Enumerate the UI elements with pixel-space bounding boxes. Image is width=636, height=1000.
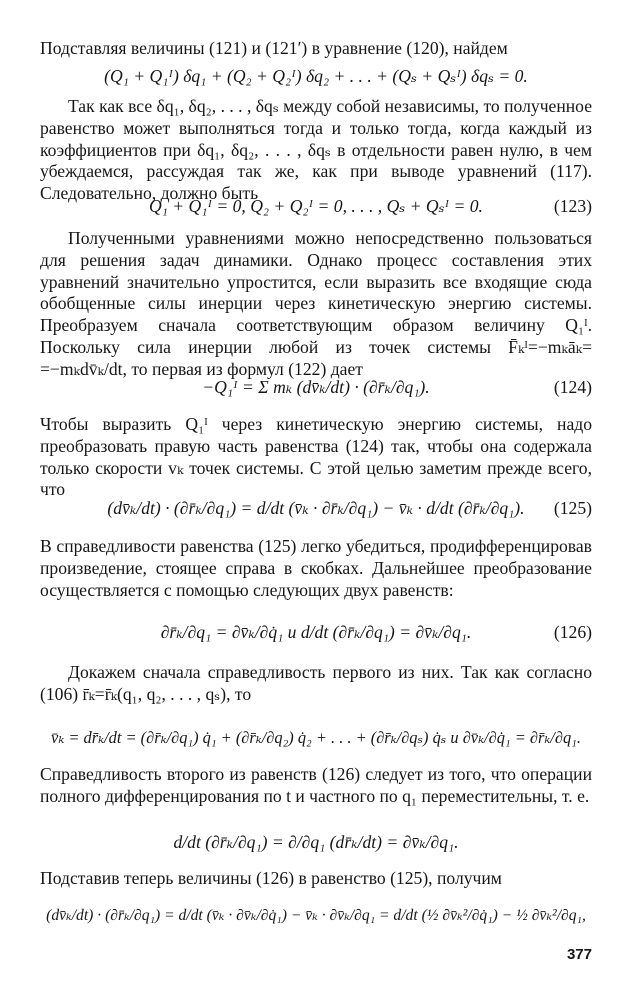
equation-120-expanded: (Q₁ + Q₁ᴵ) δq₁ + (Q₂ + Q₂ᴵ) δq₂ + . . . + (Qₛ + Qₛᴵ) δqₛ = 0.	[104, 66, 528, 86]
paragraph-3: Полученными уравнениями можно непосредственно пользоваться для решения задач динамики. Однако процесс составления этих уравнений значительно упростится, если выразить все входящие сюда обобщенные силы инерции через кинетическую энергию системы. Преобразуем сначала соответствующим образом величину Q₁ᴵ. Поскольку сила инерции любой из точек системы F̄ₖᴵ=−mₖāₖ= =−mₖdv̄ₖ/dt, то первая из формул (122) дает	[40, 228, 592, 379]
equation-number-125: (125)	[553, 498, 592, 518]
equation-126: ∂r̄ₖ/∂q₁ = ∂v̄ₖ/∂q̇₁ и d/dt (∂r̄ₖ/∂q₁) = ∂v̄ₖ/∂q₁.	[160, 622, 472, 642]
equation-commutation: d/dt (∂r̄ₖ/∂q₁) = ∂/∂q₁ (dr̄ₖ/dt) = ∂v̄ₖ/∂q₁.	[173, 832, 459, 852]
equation-substitution: (dv̄ₖ/dt) · (∂r̄ₖ/∂q₁) = d/dt (v̄ₖ · ∂v̄ₖ/∂q̇₁) − v̄ₖ · ∂v̄ₖ/∂q₁ = d/dt (½ ∂v̄ₖ²/∂q̇₁) − ½ ∂v̄ₖ²/∂q₁,	[46, 907, 586, 924]
paragraph-8: Подставив теперь величины (126) в равенство (125), получим	[40, 868, 502, 888]
paragraph-1: Подставляя величины (121) и (121′) в уравнение (120), найдем	[40, 38, 508, 58]
page-number: 377	[566, 946, 592, 963]
paragraph-4: Чтобы выразить Q₁ᴵ через кинетическую энергию системы, надо преобразовать правую часть равенства (124) так, чтобы она содержала только скорости vₖ точек системы. С этой целью заметим прежде всего, что	[40, 414, 592, 500]
equation-number-126: (126)	[553, 622, 592, 642]
equation-125: (dv̄ₖ/dt) · (∂r̄ₖ/∂q₁) = d/dt (v̄ₖ · ∂r̄ₖ/∂q₁) − v̄ₖ · d/dt (∂r̄ₖ/∂q₁).	[107, 498, 525, 518]
equation-number-124: (124)	[553, 377, 592, 397]
equation-number-123: (123)	[553, 196, 592, 216]
equation-velocity-expansion: v̄ₖ = dr̄ₖ/dt = (∂r̄ₖ/∂q₁) q̇₁ + (∂r̄ₖ/∂q₂) q̇₂ + . . . + (∂r̄ₖ/∂qₛ) q̇ₛ и ∂v̄ₖ/∂q̇₁ = ∂r̄ₖ/∂q₁.	[51, 728, 581, 747]
paragraph-7: Справедливость второго из равенств (126) следует из того, что операции полного дифференцирования по t и частного по q₁ переместительны, т. е.	[40, 764, 592, 806]
equation-123: Q₁ + Q₁ᴵ = 0, Q₂ + Q₂ᴵ = 0, . . . , Qₛ + Qₛᴵ = 0.	[149, 196, 483, 216]
equation-124: −Q₁ᴵ = Σ mₖ (dv̄ₖ/dt) · (∂r̄ₖ/∂q₁).	[202, 377, 430, 397]
paragraph-5: В справедливости равенства (125) легко убедиться, продифференцировав произведение, стоящее справа в скобках. Дальнейшее преобразование осуществляется с помощью следующих двух равенств:	[40, 536, 592, 600]
paragraph-2: Так как все δq₁, δq₂, . . . , δqₛ между собой независимы, то полученное равенство может выполняться тогда и только тогда, когда каждый из коэффициентов при δq₁, δq₂, . . . , δqₛ в отдельности равен нулю, в чем убеждаемся, рассуждая так же, как при выводе уравнений (117). Следовательно, должно быть	[40, 96, 592, 204]
paragraph-6: Докажем сначала справедливость первого из них. Так как согласно (106) r̄ₖ=r̄ₖ(q₁, q₂, . . . , qₛ), то	[40, 662, 592, 704]
